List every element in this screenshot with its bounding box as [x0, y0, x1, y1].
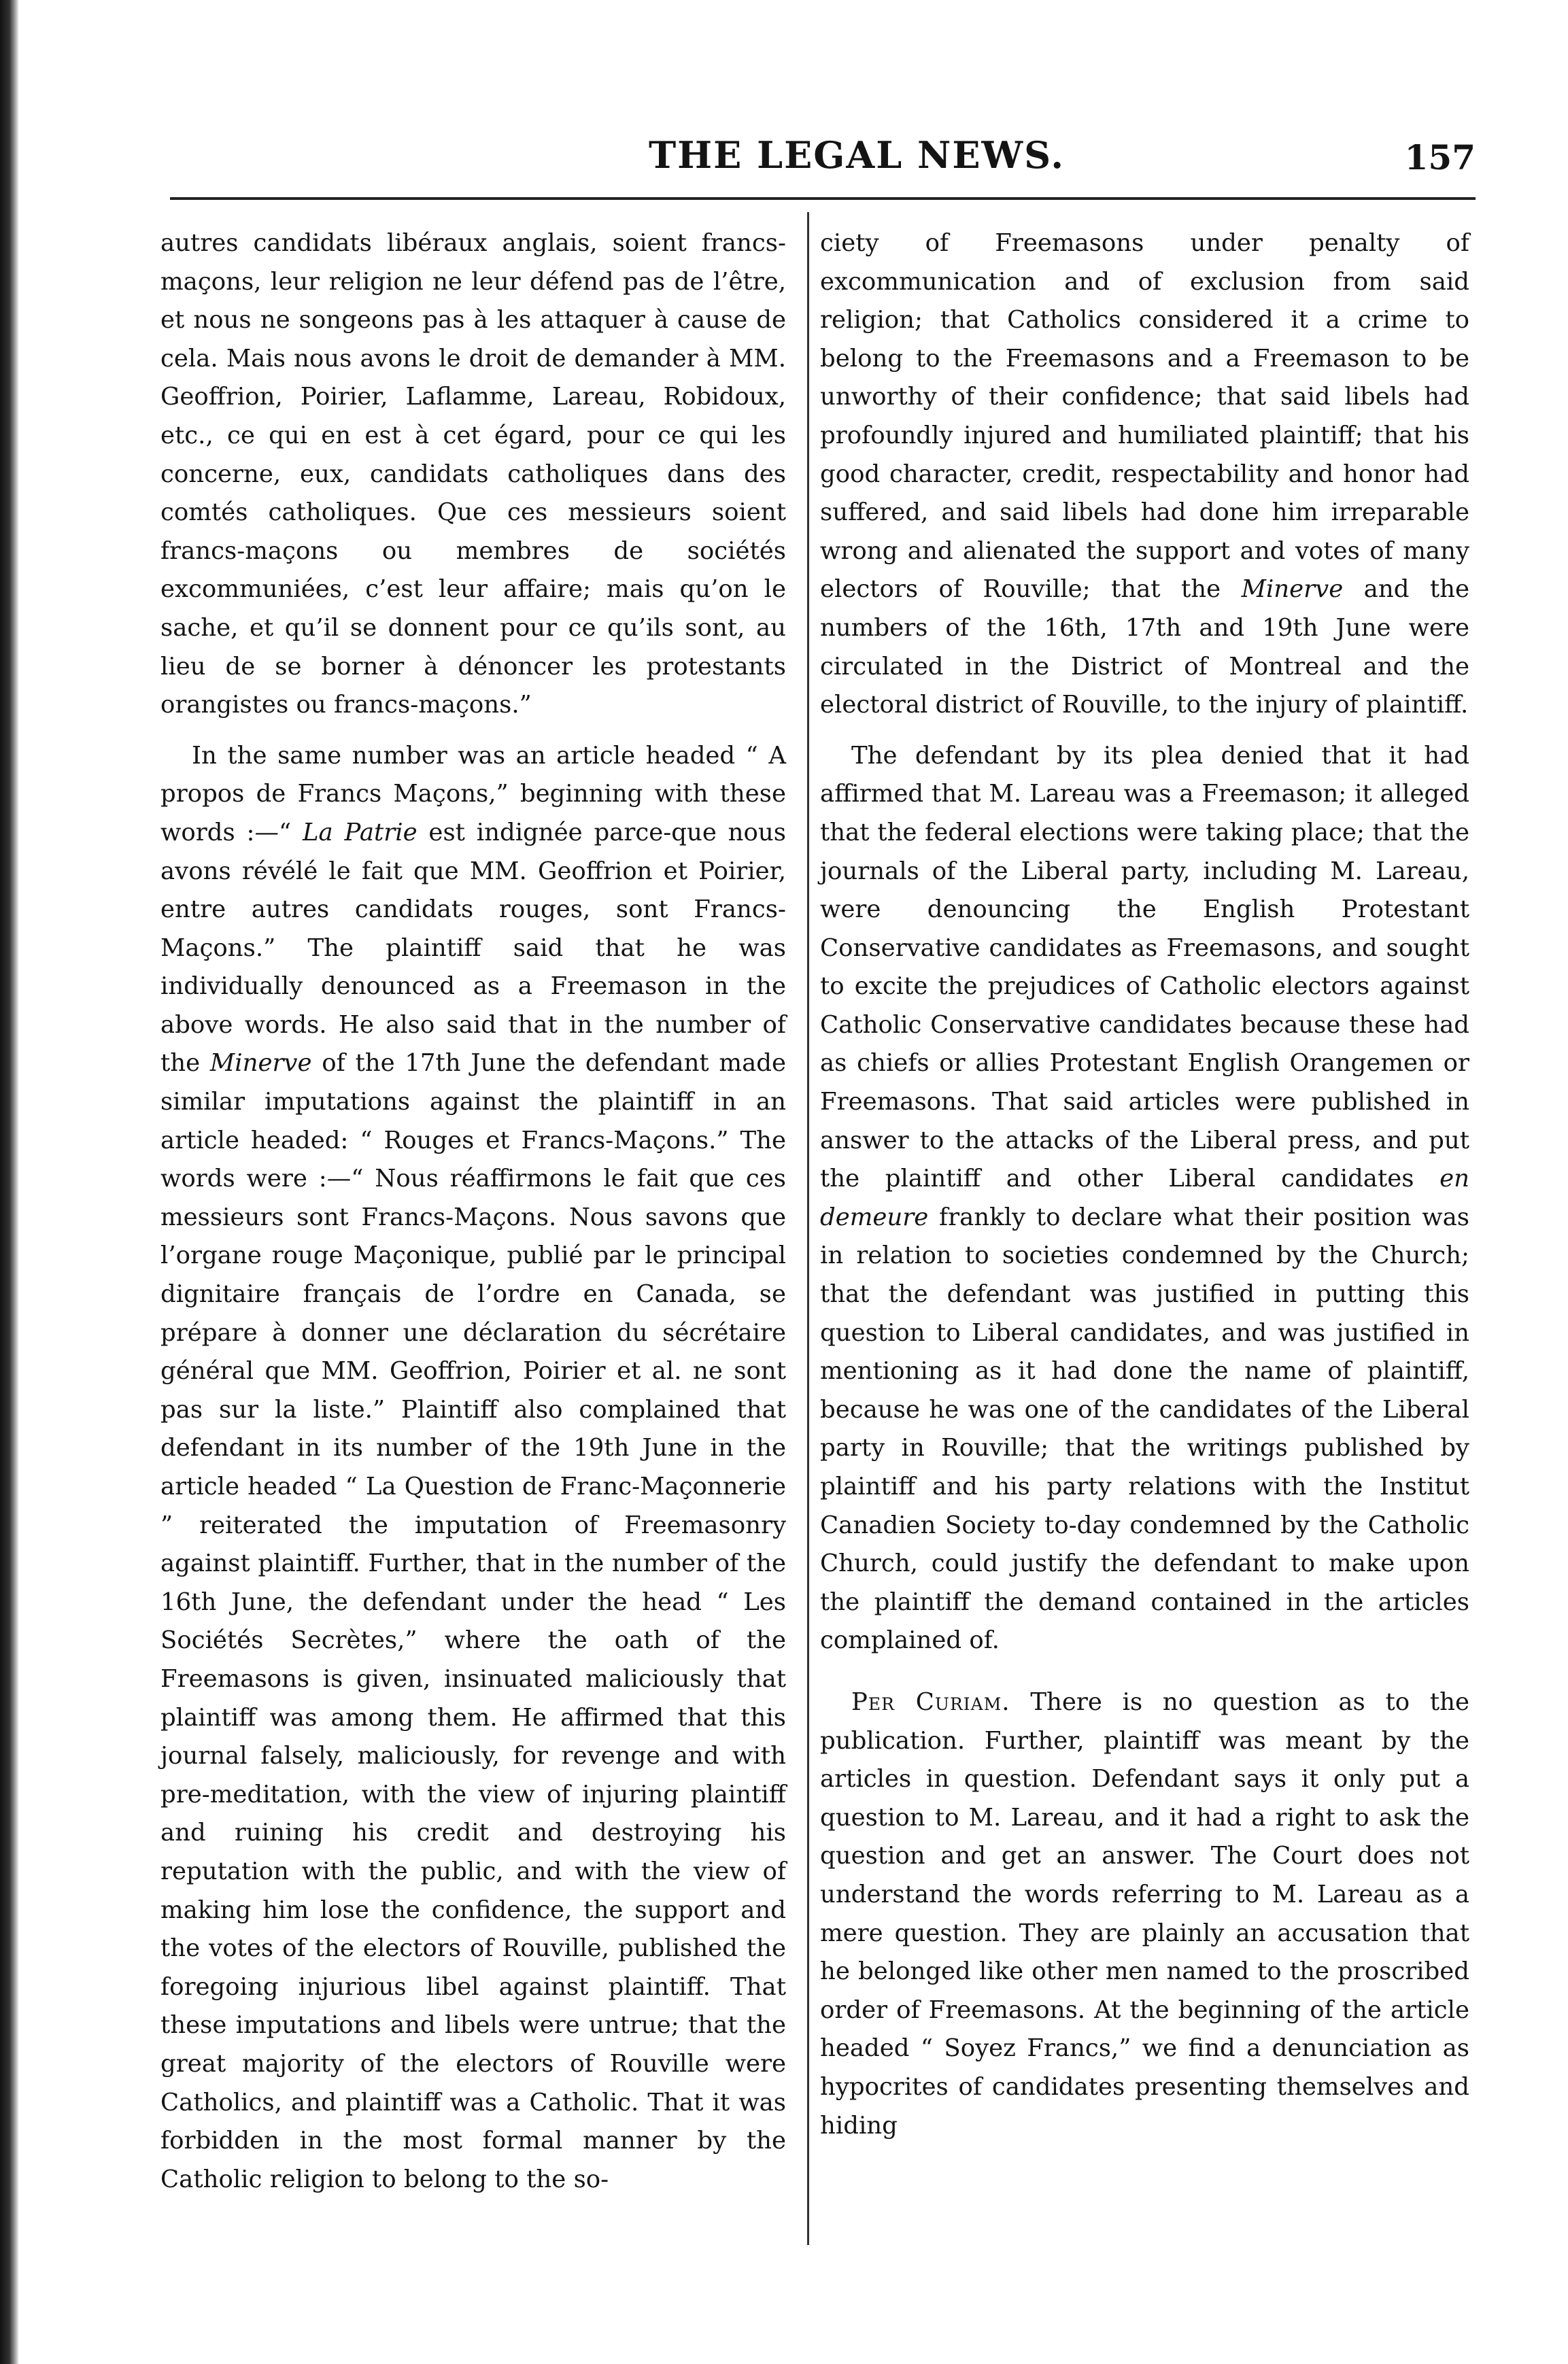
page-binding-edge — [0, 0, 19, 2364]
journal-title: THE LEGAL NEWS. — [648, 133, 1066, 177]
left-paragraph-1 — [160, 224, 786, 725]
right-paragraph-2-text-c: frankly to declare what their position was in relation to societies condemned by the Church; that the defendant was justified in putting this question to Liberal candidates, and was justified in mentioning as it had done the name of plaintiff, because he was one of the candidates of the Liberal party in Rouville; that the writings published by plaintiff and his party relations with the Institut Canadien Society to-day condemned by the Catholic Church, could justify the defendant to make upon the plaintiff the demand contained in the articles complained of. — [820, 1203, 1469, 1655]
right-paragraph-1-text-c: and the numbers of the 16th, 17th and 19th June were circulated in the District of Montreal and the electoral district of Rouville, to the injury of plaintiff. — [820, 575, 1470, 719]
la-patrie-title: La Patrie — [302, 818, 417, 846]
minerve-title: Minerve — [1241, 575, 1344, 604]
left-paragraph-1-text: autres candidats libéraux anglais, soient francs-maçons, leur religion ne leur défend pas de l’être, et nous ne songeons pas à les attaquer à cause de cela. Mais nous avons le droit de demander à MM. Geoffrion, Poirier, Laflamme, Lareau, Robidoux, etc., ce qui en est à cet égard, pour ce qui les concerne, eux, candidats catholiques dans des comtés catholiques. Que ces messieurs soient francs-maçons ou membres de sociétés excommuniées, c’est leur affaire; mais qu’on le sache, et qu’il se donnent pour ce qu’ils sont, au lieu de se borner à dénoncer les protestants orangistes ou francs-maçons.” — [160, 229, 786, 719]
left-paragraph-2 — [160, 737, 786, 2199]
per-curiam-label: Per Curiam. — [851, 1688, 1010, 1716]
right-column — [820, 224, 1469, 2145]
right-paragraph-2-text-a: The defendant by its plea denied that it had affirmed that M. Lareau was a Freemason; it alleged that the federal elections were taking place; that the journals of the Liberal party, including M. Lareau, were denouncing the English Protestant Conservative candidates as Freemasons, and sought to excite the prejudices of Catholic electors against Catholic Conservative candidates because these had as chiefs or allies Protestant English Orangemen or Freemasons. That said articles were published in answer to the attacks of the Liberal press, and put the plaintiff and other Liberal candidates — [820, 741, 1469, 1193]
column-divider — [807, 212, 809, 2245]
left-paragraph-2-text-e: of the 17th June the defendant made similar imputations against the plaintiff in an article headed: “ Rouges et Francs-Maçons.” The words were :—“ Nous réaffirmons le fait que ces messieurs sont Francs-Maçons. Nous savons que l’organe rouge Maçonique, publié par le principal dignitaire français de l’ordre en Canada, se prépare à donner une déclaration du sécrétaire général que MM. Geoffrion, Poirier et al. ne sont pas sur la liste.” Plaintiff also complained that defendant in its number of the 19th June in the article headed “ La Question de Franc-Maçonnerie ” reiterated the imputation of Freemasonry against plaintiff. Further, that in the number of the 16th June, the defendant under the head “ Les Sociétés Secrètes,” where the oath of the Freemasons is given, insinuated maliciously that plaintiff was among them. He affirmed that this journal falsely, maliciously, for revenge and with pre-meditation, with the view of injuring plaintiff and ruining his credit and destroying his reputation with the public, and with the view of making him lose the confidence, the support and the votes of the electors of Rouville, published the foregoing injurious libel against plaintiff. That these imputations and libels were untrue; that the great majority of the electors of Rouville were Catholics, and plaintiff was a Catholic. That it was forbidden in the most formal manner by the Catholic religion to belong to the so- — [160, 1049, 786, 2193]
running-header — [163, 131, 1476, 192]
en-demeure-phrase: en demeure — [820, 1165, 1469, 1231]
right-paragraph-1 — [820, 224, 1469, 725]
page-number: 157 — [1404, 137, 1476, 177]
left-paragraph-2-text-c: est indignée parce-que nous avons révélé le fait que MM. Geoffrion et Poirier, entre autres candidats rouges, sont Francs-Maçons.” The plaintiff said that he was individually denounced as a Freemason in the above words. He also said that in the number of the — [160, 818, 786, 1078]
minerve-title: Minerve — [209, 1049, 312, 1078]
per-curiam-paragraph — [820, 1683, 1469, 2145]
header-rule — [170, 197, 1476, 200]
right-paragraph-1-text-a: ciety of Freemasons under penalty of excommunication and of exclusion from said religion; that Catholics considered it a crime to belong to the Freemasons and a Freemason to be unworthy of their confidence; that said libels had profoundly injured and humiliated plaintiff; that his good character, credit, respectability and honor had suffered, and said libels had done him irreparable wrong and alienated the support and votes of many electors of Rouville; that the — [820, 229, 1469, 604]
left-column — [160, 224, 786, 2199]
per-curiam-text: There is no question as to the publication. Further, plaintiff was meant by the articles in question. Defendant says it only put a question to M. Lareau, and it had a right to ask the question and get an answer. The Court does not understand the words referring to M. Lareau as a mere question. They are plainly an accusation that he belonged like other men named to the proscribed order of Freemasons. At the beginning of the article headed “ Soyez Francs,” we find a denunciation as hypocrites of candidates presenting themselves and hiding — [820, 1688, 1469, 2140]
left-paragraph-2-text-a: In the same number was an article headed “ A propos de Francs Maçons,” beginning with these words :—“ — [160, 741, 786, 846]
right-paragraph-2 — [820, 737, 1469, 1660]
